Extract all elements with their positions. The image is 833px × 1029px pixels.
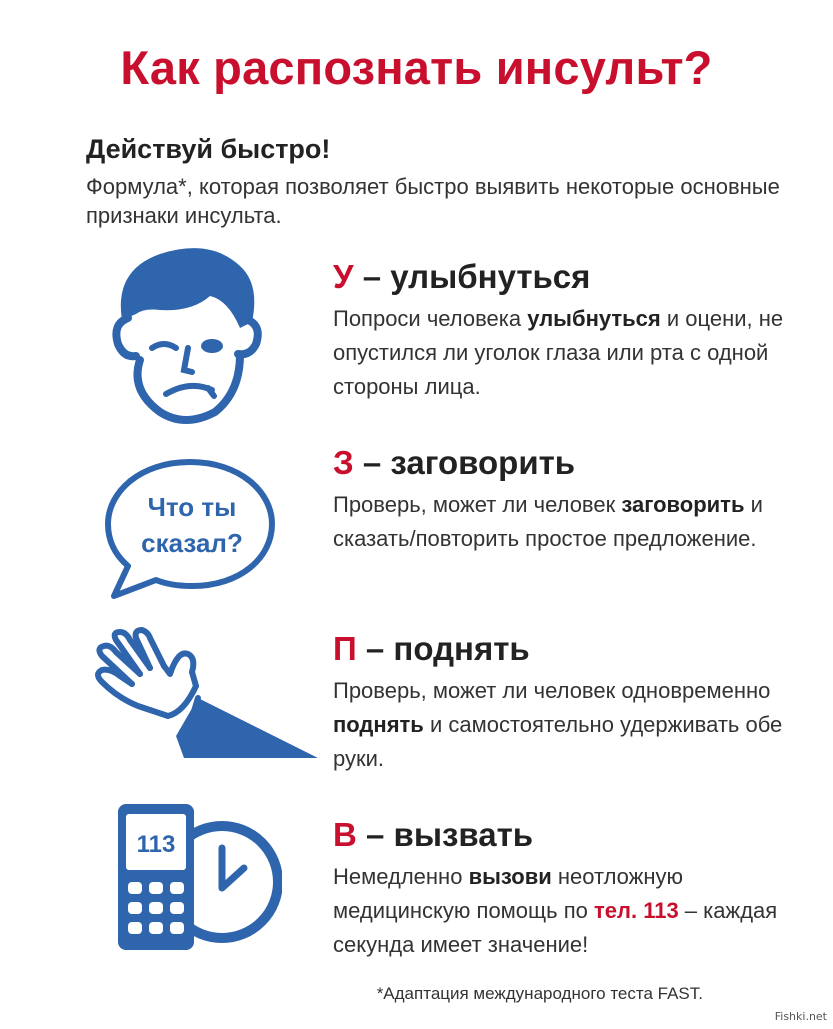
body-text: неотложную медицинскую помощь по <box>333 864 684 923</box>
section-body <box>333 674 803 776</box>
body-text: Немедленно <box>333 864 469 889</box>
body-text: и оцени, не опустился ли уголок глаза или рта с одной стороны лица. <box>333 306 784 399</box>
bubble-text: Что ты <box>147 492 237 522</box>
body-text: Попроси человека <box>333 306 528 331</box>
footnote: *Адаптация международного теста FAST. <box>376 984 703 1003</box>
section-heading <box>333 630 530 668</box>
section-letter: П <box>333 630 357 667</box>
body-text: и сказать/повторить простое предложение. <box>333 492 763 551</box>
body-bold-text: вызови <box>468 864 552 889</box>
section-heading <box>333 444 575 482</box>
section-heading <box>333 258 590 296</box>
page-title: Как распознать инсульт? <box>120 41 713 94</box>
section-word: – улыбнуться <box>362 258 591 295</box>
section-word: – поднять <box>365 630 530 667</box>
phone-clock-icon <box>112 800 282 955</box>
intro-text: Формула*, которая позволяет быстро выявить некоторые основные признаки инсульта. <box>86 174 780 228</box>
body-bold-text: улыбнуться <box>527 306 661 331</box>
phone-number: 113 <box>136 831 176 858</box>
body-text: Проверь, может ли человек <box>333 492 622 517</box>
section-letter: В <box>333 816 357 853</box>
speech-bubble-icon <box>100 454 280 604</box>
phone-highlight: тел. 113 <box>593 898 679 923</box>
sad-face-icon <box>100 240 270 430</box>
section-body <box>333 860 803 962</box>
section-letter: З <box>333 444 354 481</box>
watermark: Fishki.net <box>774 1010 827 1023</box>
raised-hand-icon <box>88 626 318 761</box>
intro-heading: Действуй быстро! <box>86 134 331 164</box>
section-body <box>333 488 803 556</box>
body-text: – каждая секунда имеет значение! <box>333 898 778 957</box>
bubble-text: сказал? <box>141 528 243 558</box>
body-bold-text: заговорить <box>621 492 745 517</box>
body-text: и самостоятельно удерживать обе руки. <box>333 712 783 771</box>
section-body <box>333 302 803 404</box>
body-text: Проверь, может ли человек одновременно <box>333 678 771 703</box>
body-bold-text: поднять <box>333 712 424 737</box>
section-word: – вызвать <box>366 816 534 853</box>
section-letter: У <box>333 258 354 295</box>
section-heading <box>333 816 533 854</box>
section-word: – заговорить <box>362 444 576 481</box>
